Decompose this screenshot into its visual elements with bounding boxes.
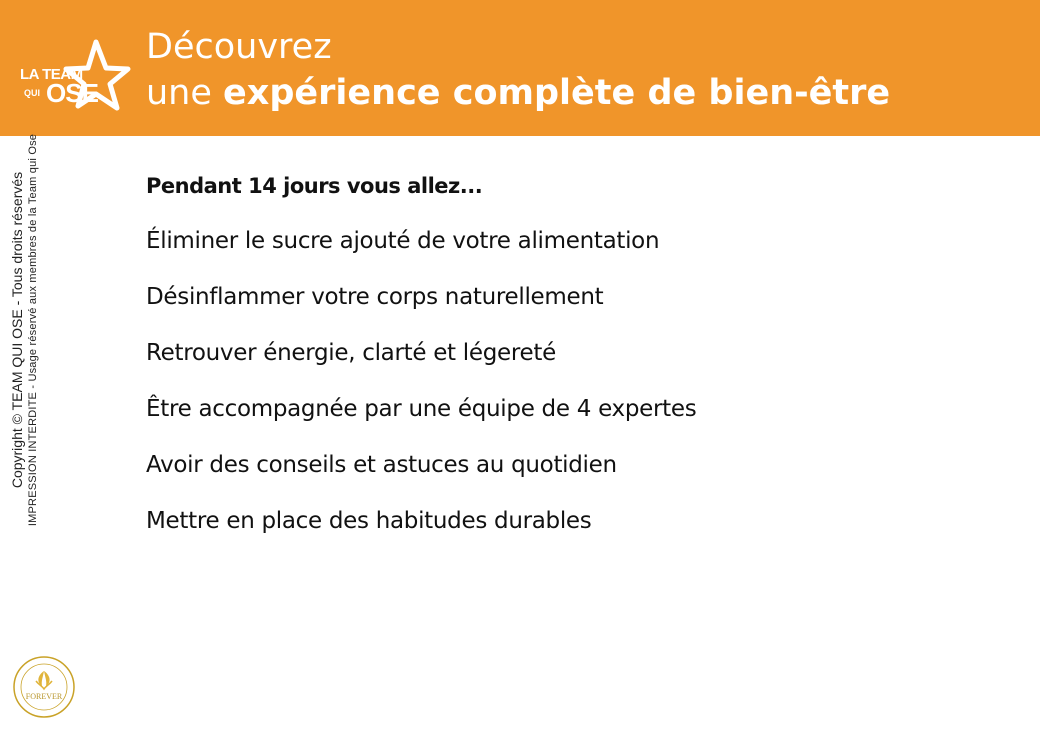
main-content (146, 168, 696, 562)
title-line-2 (146, 70, 890, 116)
title-line-2-regular: une (146, 73, 212, 113)
content-heading: Pendant 14 jours vous allez... (146, 174, 483, 198)
logo-ose-text: OSE (46, 78, 98, 108)
copyright-text: Copyright © TEAM QUI OSE - Tous droits réservés (9, 171, 25, 489)
list-item: Être accompagnée par une équipe de 4 expertes (146, 396, 697, 422)
list-item: Éliminer le sucre ajouté de votre alimentation (146, 228, 660, 254)
benefit-list (146, 226, 696, 536)
list-item: Désinflammer votre corps naturellement (146, 284, 604, 310)
forever-badge (12, 655, 76, 719)
title-line-2-bold: expérience complète de bien-être (223, 73, 891, 113)
usage-notice-text: IMPRESSION INTERDITE - Usage réservé aux membres de la Team qui Ose (27, 133, 39, 527)
badge-text: FOREVER (25, 692, 63, 701)
title-line-1: Découvrez (146, 27, 332, 67)
header-banner (0, 0, 1040, 136)
logo-qui-text: QUI (24, 88, 41, 98)
list-item: Avoir des conseils et astuces au quotidien (146, 452, 617, 478)
logo-la-team-text: LA TEAM (20, 66, 83, 83)
list-item: Retrouver énergie, clarté et légereté (146, 340, 556, 366)
page-title (146, 24, 890, 116)
list-item: Mettre en place des habitudes durables (146, 508, 592, 534)
copyright-sidebar (8, 70, 41, 590)
forever-badge-icon (12, 655, 76, 719)
